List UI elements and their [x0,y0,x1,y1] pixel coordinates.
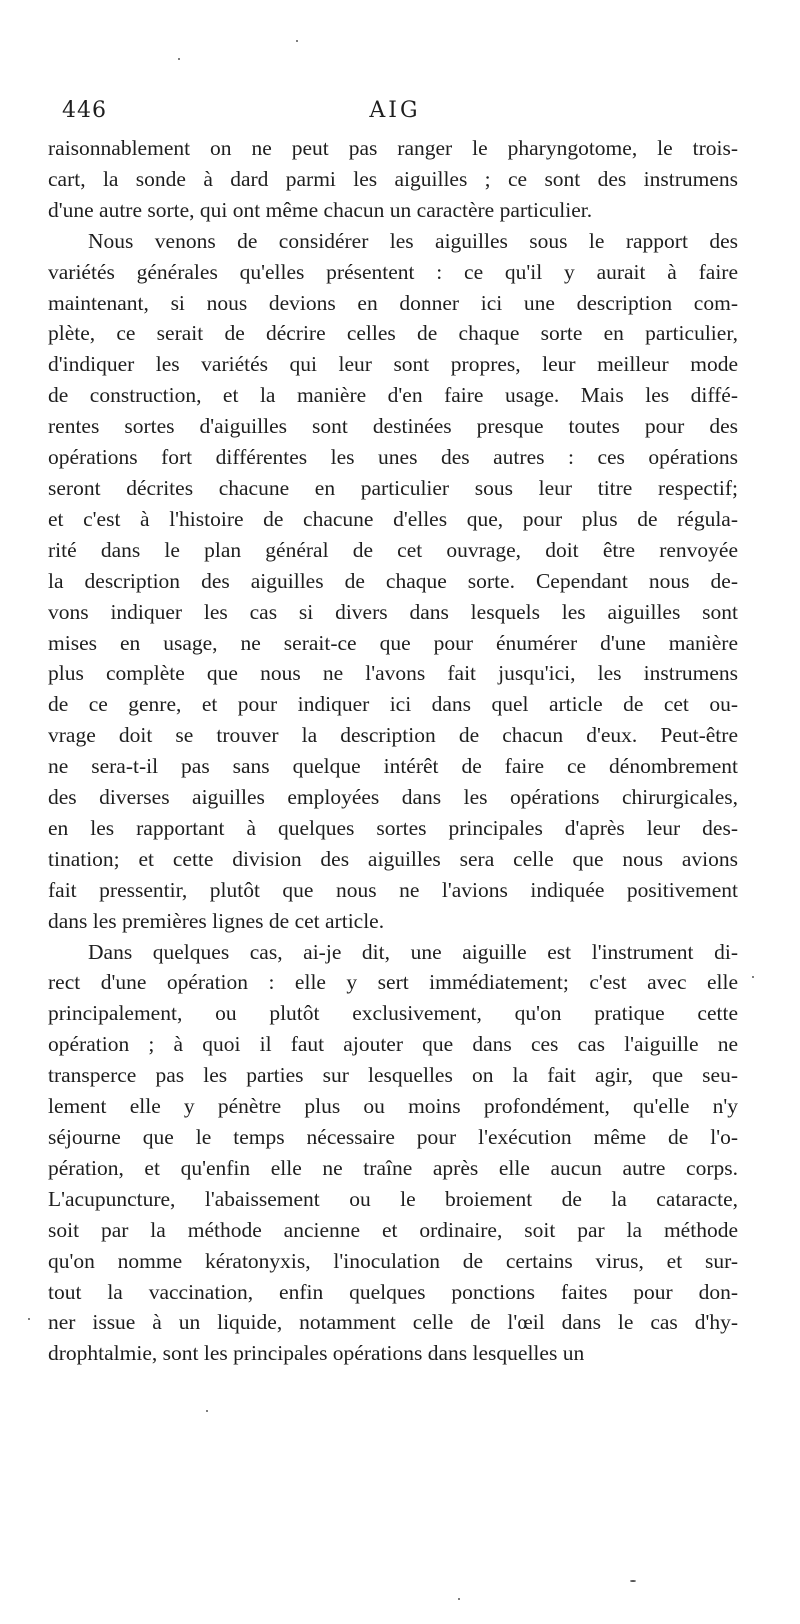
text-line: tout la vaccination, enfin quelques ponctions faites pour don- [48,1279,738,1304]
paper-speck [206,1410,208,1412]
text-line: maintenant, si nous devions en donner ici une description com- [48,290,738,315]
text-line: Nous venons de considérer les aiguilles sous le rapport des [88,228,738,253]
running-head: AIG [369,98,421,123]
text-line: rentes sortes d'aiguilles sont destinées presque toutes pour des [48,414,738,439]
text-line: tination; et cette division des aiguilles sera celle que nous avions [48,846,738,871]
text-line: dans les premières lignes de cet article. [48,908,385,933]
paper-speck [178,58,180,60]
page-number: 446 [62,98,107,123]
text-line: des diverses aiguilles employées dans les opérations chirurgicales, [48,785,738,810]
text-line: opération ; à quoi il faut ajouter que dans ces cas l'aiguille ne [48,1032,738,1057]
text-line: drophtalmie, sont les principales opérations dans lesquelles un [48,1341,585,1366]
paper-speck [296,40,298,42]
text-line: rect d'une opération : elle y sert immédiatement; c'est avec elle [48,970,738,995]
text-line: de construction, et la manière d'en faire usage. Mais les diffé- [48,383,738,408]
text-line: plète, ce serait de décrire celles de chaque sorte en particulier, [48,321,738,346]
paragraph [48,226,738,937]
text-line: pération, et qu'enfin elle ne traîne après elle aucun autre corps. [48,1155,738,1180]
text-line: d'indiquer les variétés qui leur sont propres, leur meilleur mode [48,352,738,377]
paragraph [48,937,738,1370]
text-line: rité dans le plan général de cet ouvrage, doit être renvoyée [48,537,738,562]
text-line: raisonnablement on ne peut pas ranger le pharyngotome, le trois- [48,136,738,160]
text-line: seront décrites chacune en particulier sous leur titre respectif; [48,475,738,500]
text-line: cart, la sonde à dard parmi les aiguilles ; ce sont des instrumens [48,166,738,191]
text-line: mises en usage, ne serait-ce que pour énumérer d'une manière [48,630,738,655]
text-line: plus complète que nous ne l'avons fait jusqu'ici, les instrumens [48,661,738,686]
text-line: et c'est à l'histoire de chacune d'elles que, pour plus de régula- [48,506,738,531]
text-line: de ce genre, et pour indiquer ici dans quel article de cet ou- [48,692,738,717]
text-line: ner issue à un liquide, notamment celle de l'œil dans le cas d'hy- [48,1310,738,1335]
paragraph [48,133,738,226]
text-line: séjourne que le temps nécessaire pour l'exécution même de l'o- [48,1125,738,1149]
body-text [48,133,738,1369]
text-line: qu'on nomme kératonyxis, l'inoculation de certains virus, et sur- [48,1248,738,1273]
text-line: fait pressentir, plutôt que nous ne l'avions indiquée positivement [48,877,738,902]
text-line: Dans quelques cas, ai-je dit, une aiguille est l'instrument di- [88,939,738,964]
paper-speck [458,1598,460,1600]
paper-speck [28,1318,30,1320]
text-line: variétés générales qu'elles présentent : ce qu'il y aurait à faire [48,259,738,284]
paper-speck [630,1580,636,1582]
text-line: d'une autre sorte, qui ont même chacun un caractère particulier. [48,197,593,222]
text-line: en les rapportant à quelques sortes principales d'après leur des- [48,815,738,840]
text-line: vons indiquer les cas si divers dans lesquels les aiguilles sont [48,599,738,624]
text-line: L'acupuncture, l'abaissement ou le broiement de la cataracte, [48,1186,738,1211]
text-line: opérations fort différentes les unes des autres : ces opérations [48,445,738,470]
text-line: ne sera-t-il pas sans quelque intérêt de faire ce dénombrement [48,754,738,779]
text-line: vrage doit se trouver la description de chacun d'eux. Peut-être [48,723,738,748]
text-line: principalement, ou plutôt exclusivement, qu'on pratique cette [48,1001,738,1026]
text-line: lement elle y pénètre plus ou moins profondément, qu'elle n'y [48,1094,738,1119]
page-header [62,98,728,128]
text-line: la description des aiguilles de chaque sorte. Cependant nous de- [48,568,738,593]
paper-speck [752,976,754,978]
text-line: soit par la méthode ancienne et ordinaire, soit par la méthode [48,1217,738,1242]
text-line: transperce pas les parties sur lesquelles on la fait agir, que seu- [48,1063,738,1088]
